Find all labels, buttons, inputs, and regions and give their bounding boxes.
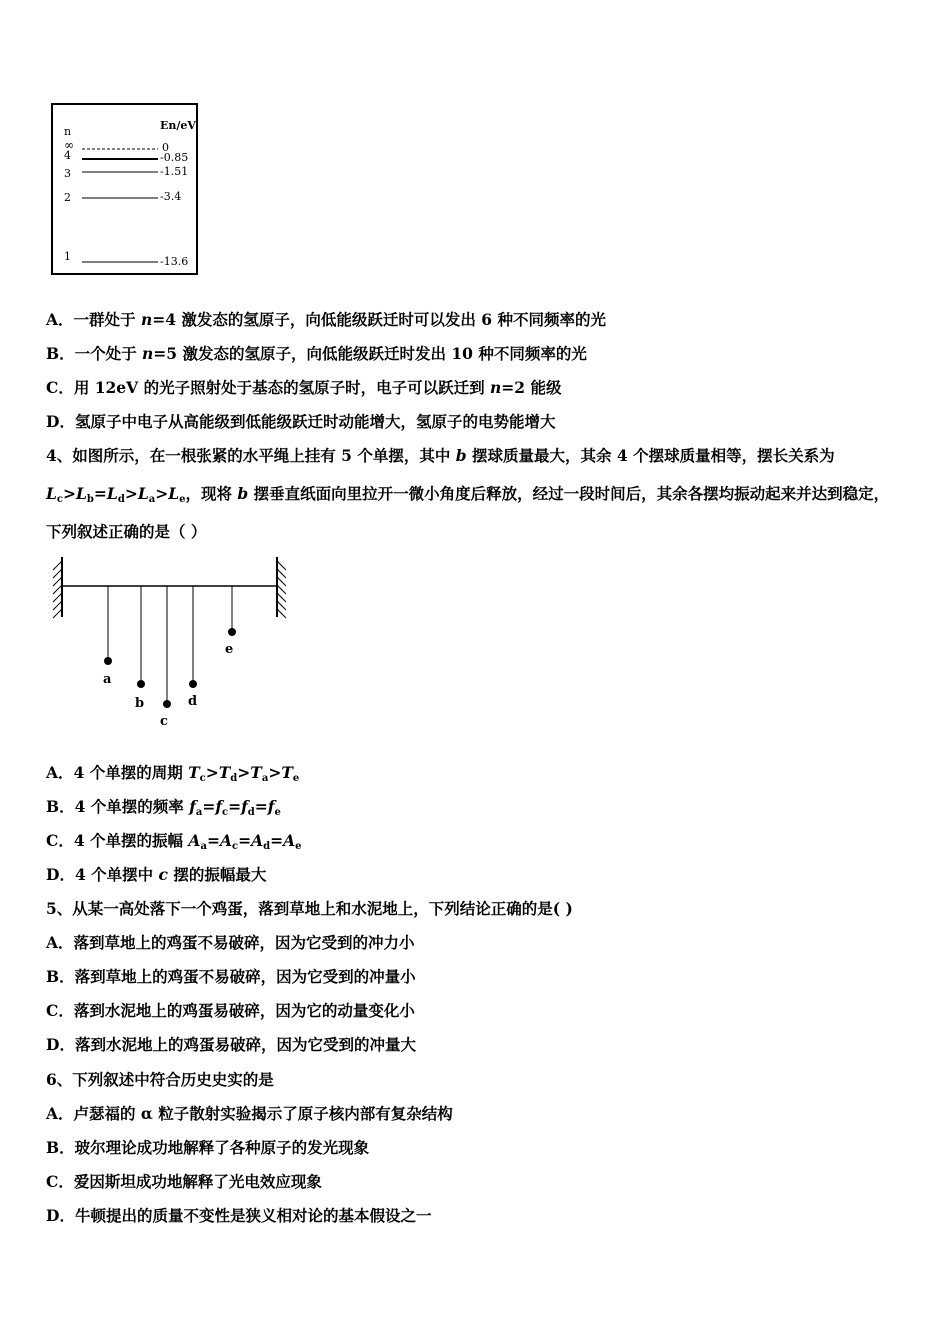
q5-stem: 5、从某一高处落下一个鸡蛋，落到草地上和水泥地上，下列结论正确的是( ) — [46, 899, 573, 918]
q6-option-d: D．牛顿提出的质量不变性是狭义相对论的基本假设之一 — [46, 1206, 432, 1225]
q4-stem-line2: $L_c>L_b=L_d>L_a>L_e$，现将 b 摆垂直纸面向里拉开一微小角度后释放，经过一段时间后，其余各摆均振动起来并达到稳定， — [46, 484, 890, 505]
pendulum-b-label: b — [135, 696, 145, 711]
pendulum-a-bob — [104, 657, 112, 665]
q6-option-b: B．玻尔理论成功地解释了各种原子的发光现象 — [46, 1138, 370, 1157]
level-e-4: -0.85 — [160, 151, 189, 164]
pendulum-d-label: d — [188, 694, 198, 709]
q4-option-b: B．4 个单摆的频率 $f_a=f_c=f_d=f_e$ — [46, 797, 281, 818]
level-n-3: 3 — [64, 167, 71, 180]
q4-stem-line3: 下列叙述正确的是（ ） — [46, 522, 207, 541]
level-e-1: -13.6 — [160, 255, 189, 268]
q3-option-a: A．一群处于 n=4 激发态的氢原子，向低能级跃迁时可以发出 6 种不同频率的光 — [46, 310, 606, 329]
q3-option-c: C．用 12eV 的光子照射处于基态的氢原子时，电子可以跃迁到 n=2 能级 — [46, 378, 562, 397]
level-e-2: -3.4 — [160, 190, 182, 203]
q3-option-d: D．氢原子中电子从高能级到低能级跃迁时动能增大，氢原子的电势能增大 — [46, 412, 556, 431]
pendulum-b-bob — [137, 680, 145, 688]
n-axis-label: n — [64, 125, 72, 138]
level-n-4: 4 — [64, 149, 71, 162]
pendulum-diagram — [48, 555, 298, 735]
energy-axis-label: En/eV — [160, 119, 196, 132]
q4-option-d: D．4 个单摆中 c 摆的振幅最大 — [46, 865, 267, 884]
level-n-1: 1 — [64, 250, 71, 263]
q5-option-b: B．落到草地上的鸡蛋不易破碎，因为它受到的冲量小 — [46, 967, 416, 986]
level-e-inf: 0 — [162, 141, 169, 154]
q6-stem: 6、下列叙述中符合历史史实的是 — [46, 1070, 274, 1089]
pendulum-a-label: a — [103, 672, 112, 687]
pendulum-e-bob — [228, 628, 236, 636]
energy-level-diagram — [50, 102, 200, 277]
q3-option-b: B．一个处于 n=5 激发态的氢原子，向低能级跃迁时发出 10 种不同频率的光 — [46, 344, 587, 363]
q6-option-c: C．爱因斯坦成功地解释了光电效应现象 — [46, 1172, 322, 1191]
q6-option-a: A．卢瑟福的 α 粒子散射实验揭示了原子核内部有复杂结构 — [46, 1104, 453, 1123]
pendulum-c-label: c — [160, 714, 168, 729]
q5-option-d: D．落到水泥地上的鸡蛋易破碎，因为它受到的冲量大 — [46, 1035, 416, 1054]
level-n-inf: ∞ — [64, 138, 74, 152]
q4-stem-line1: 4、如图所示，在一根张紧的水平绳上挂有 5 个单摆，其中 b 摆球质量最大，其余 4 个摆球质量相等，摆长关系为 — [46, 446, 835, 465]
q4-option-a: A．4 个单摆的周期 $T_c>T_d>T_a>T_e$ — [46, 763, 300, 784]
pendulum-e-label: e — [225, 642, 234, 657]
q5-option-c: C．落到水泥地上的鸡蛋易破碎，因为它的动量变化小 — [46, 1001, 415, 1020]
q4-option-c: C．4 个单摆的振幅 $A_a=A_c=A_d=A_e$ — [46, 831, 302, 852]
q5-option-a: A．落到草地上的鸡蛋不易破碎，因为它受到的冲力小 — [46, 933, 415, 952]
pendulum-c-bob — [163, 700, 171, 708]
level-n-2: 2 — [64, 191, 71, 204]
level-e-3: -1.51 — [160, 165, 189, 178]
pendulum-d-bob — [189, 680, 197, 688]
